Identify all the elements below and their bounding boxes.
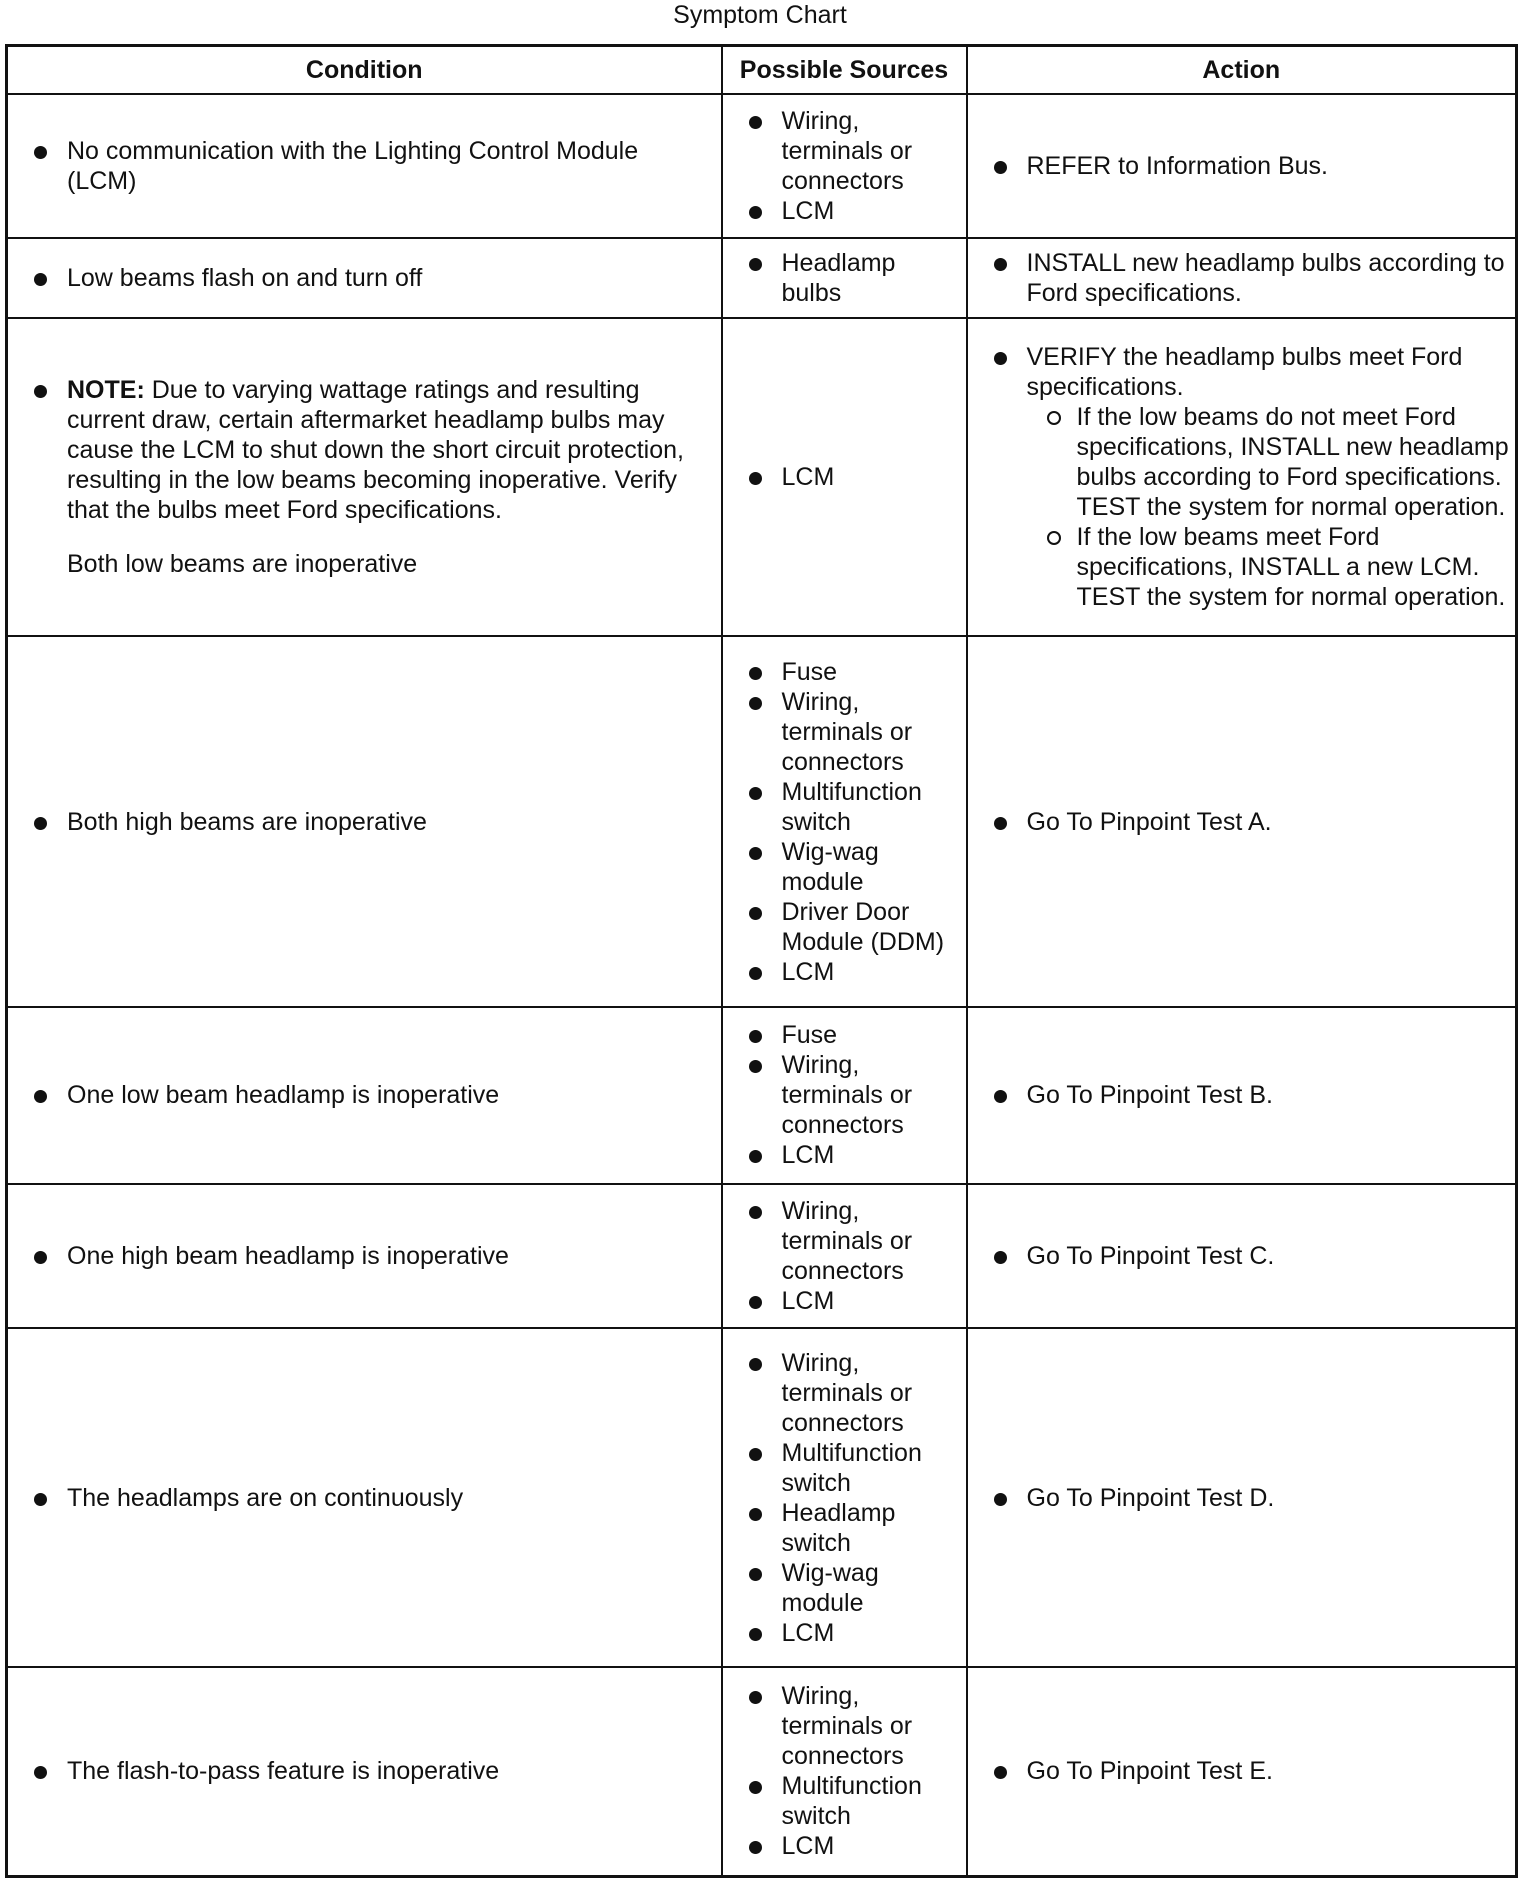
- source-item: Multifunction switch: [747, 1438, 960, 1498]
- source-item: Wiring, terminals or connectors: [747, 1348, 960, 1438]
- condition-text: One high beam headlamp is inoperative: [32, 1241, 713, 1271]
- symptom-chart-table: [5, 44, 1518, 1878]
- note-label: NOTE:: [67, 376, 145, 405]
- condition-cell: [7, 238, 722, 318]
- note-text: Due to varying wattage ratings and resulting current draw, certain aftermarket headlamp bulbs may cause the LCM to shut down the short circuit protection, resulting in the low beams becoming inoperative. Verify that the bulbs meet Ford specifications.: [67, 376, 684, 525]
- condition-text: The flash-to-pass feature is inoperative: [32, 1756, 713, 1786]
- condition-cell: [7, 1184, 722, 1328]
- source-item: Driver Door Module (DDM): [747, 897, 960, 957]
- condition-text: One low beam headlamp is inoperative: [32, 1080, 713, 1110]
- table-row: [7, 636, 1517, 1007]
- header-row: [7, 46, 1517, 95]
- source-item: Wiring, terminals or connectors: [747, 1050, 960, 1140]
- table-row: [7, 1667, 1517, 1877]
- source-item: Headlamp bulbs: [747, 248, 960, 308]
- action-text: Go To Pinpoint Test D.: [992, 1483, 1510, 1513]
- sources-cell: [722, 1007, 967, 1184]
- action-cell: [967, 238, 1517, 318]
- table-row: [7, 1328, 1517, 1666]
- action-text: Go To Pinpoint Test B.: [992, 1080, 1510, 1110]
- sub-action-item: If the low beams do not meet Ford specifications, INSTALL new headlamp bulbs according to Ford specifications. TEST the system for normal operation.: [1027, 402, 1510, 522]
- action-cell: [967, 1007, 1517, 1184]
- source-item: Fuse: [747, 1020, 960, 1050]
- condition-cell: [7, 318, 722, 636]
- action-text: Go To Pinpoint Test C.: [992, 1241, 1510, 1271]
- sources-cell: [722, 1184, 967, 1328]
- source-item: Wiring, terminals or connectors: [747, 687, 960, 777]
- sources-cell: [722, 1667, 967, 1877]
- table-row: [7, 1007, 1517, 1184]
- header-action: Action: [967, 46, 1517, 95]
- action-text: REFER to Information Bus.: [992, 151, 1510, 181]
- action-cell: [967, 1184, 1517, 1328]
- source-item: Wig-wag module: [747, 1558, 960, 1618]
- condition-cell: [7, 636, 722, 1007]
- source-item: Fuse: [747, 657, 960, 687]
- table-row: [7, 238, 1517, 318]
- note-item: [32, 375, 713, 579]
- sources-cell: [722, 1328, 967, 1666]
- source-item: LCM: [747, 1831, 960, 1861]
- sources-cell: [722, 238, 967, 318]
- action-text: Go To Pinpoint Test A.: [992, 807, 1510, 837]
- source-item: LCM: [747, 1140, 960, 1170]
- sources-cell: [722, 94, 967, 238]
- condition-text: Both low beams are inoperative: [67, 550, 418, 579]
- action-cell: [967, 1667, 1517, 1877]
- source-item: Multifunction switch: [747, 777, 960, 837]
- condition-text: The headlamps are on continuously: [32, 1483, 713, 1513]
- source-item: LCM: [747, 957, 960, 987]
- condition-text: Low beams flash on and turn off: [32, 263, 713, 293]
- source-item: LCM: [747, 1286, 960, 1316]
- table-row: [7, 318, 1517, 636]
- sources-cell: [722, 318, 967, 636]
- action-text: VERIFY the headlamp bulbs meet Ford specifications.: [1026, 343, 1463, 402]
- condition-text: Both high beams are inoperative: [32, 807, 713, 837]
- table-row: [7, 1184, 1517, 1328]
- source-item: Wiring, terminals or connectors: [747, 1681, 960, 1771]
- action-cell: [967, 318, 1517, 636]
- condition-cell: [7, 1328, 722, 1666]
- action-cell: [967, 94, 1517, 238]
- action-item: [992, 342, 1510, 612]
- condition-cell: [7, 1007, 722, 1184]
- sources-cell: [722, 636, 967, 1007]
- source-item: Headlamp switch: [747, 1498, 960, 1558]
- source-item: LCM: [747, 462, 960, 492]
- source-item: Wig-wag module: [747, 837, 960, 897]
- source-item: Wiring, terminals or connectors: [747, 106, 960, 196]
- source-item: Multifunction switch: [747, 1771, 960, 1831]
- condition-cell: [7, 94, 722, 238]
- source-item: Wiring, terminals or connectors: [747, 1196, 960, 1286]
- action-text: INSTALL new headlamp bulbs according to Ford specifications.: [992, 248, 1510, 308]
- action-cell: [967, 636, 1517, 1007]
- source-item: LCM: [747, 196, 960, 226]
- condition-cell: [7, 1667, 722, 1877]
- sub-action-item: If the low beams meet Ford specifications, INSTALL a new LCM. TEST the system for normal operation.: [1027, 522, 1510, 612]
- header-possible-sources: Possible Sources: [722, 46, 967, 95]
- chart-title: Symptom Chart: [673, 1, 847, 29]
- header-condition: Condition: [7, 46, 722, 95]
- table-row: [7, 94, 1517, 238]
- action-text: Go To Pinpoint Test E.: [992, 1756, 1510, 1786]
- source-item: LCM: [747, 1618, 960, 1648]
- action-cell: [967, 1328, 1517, 1666]
- condition-text: No communication with the Lighting Control Module (LCM): [32, 136, 713, 196]
